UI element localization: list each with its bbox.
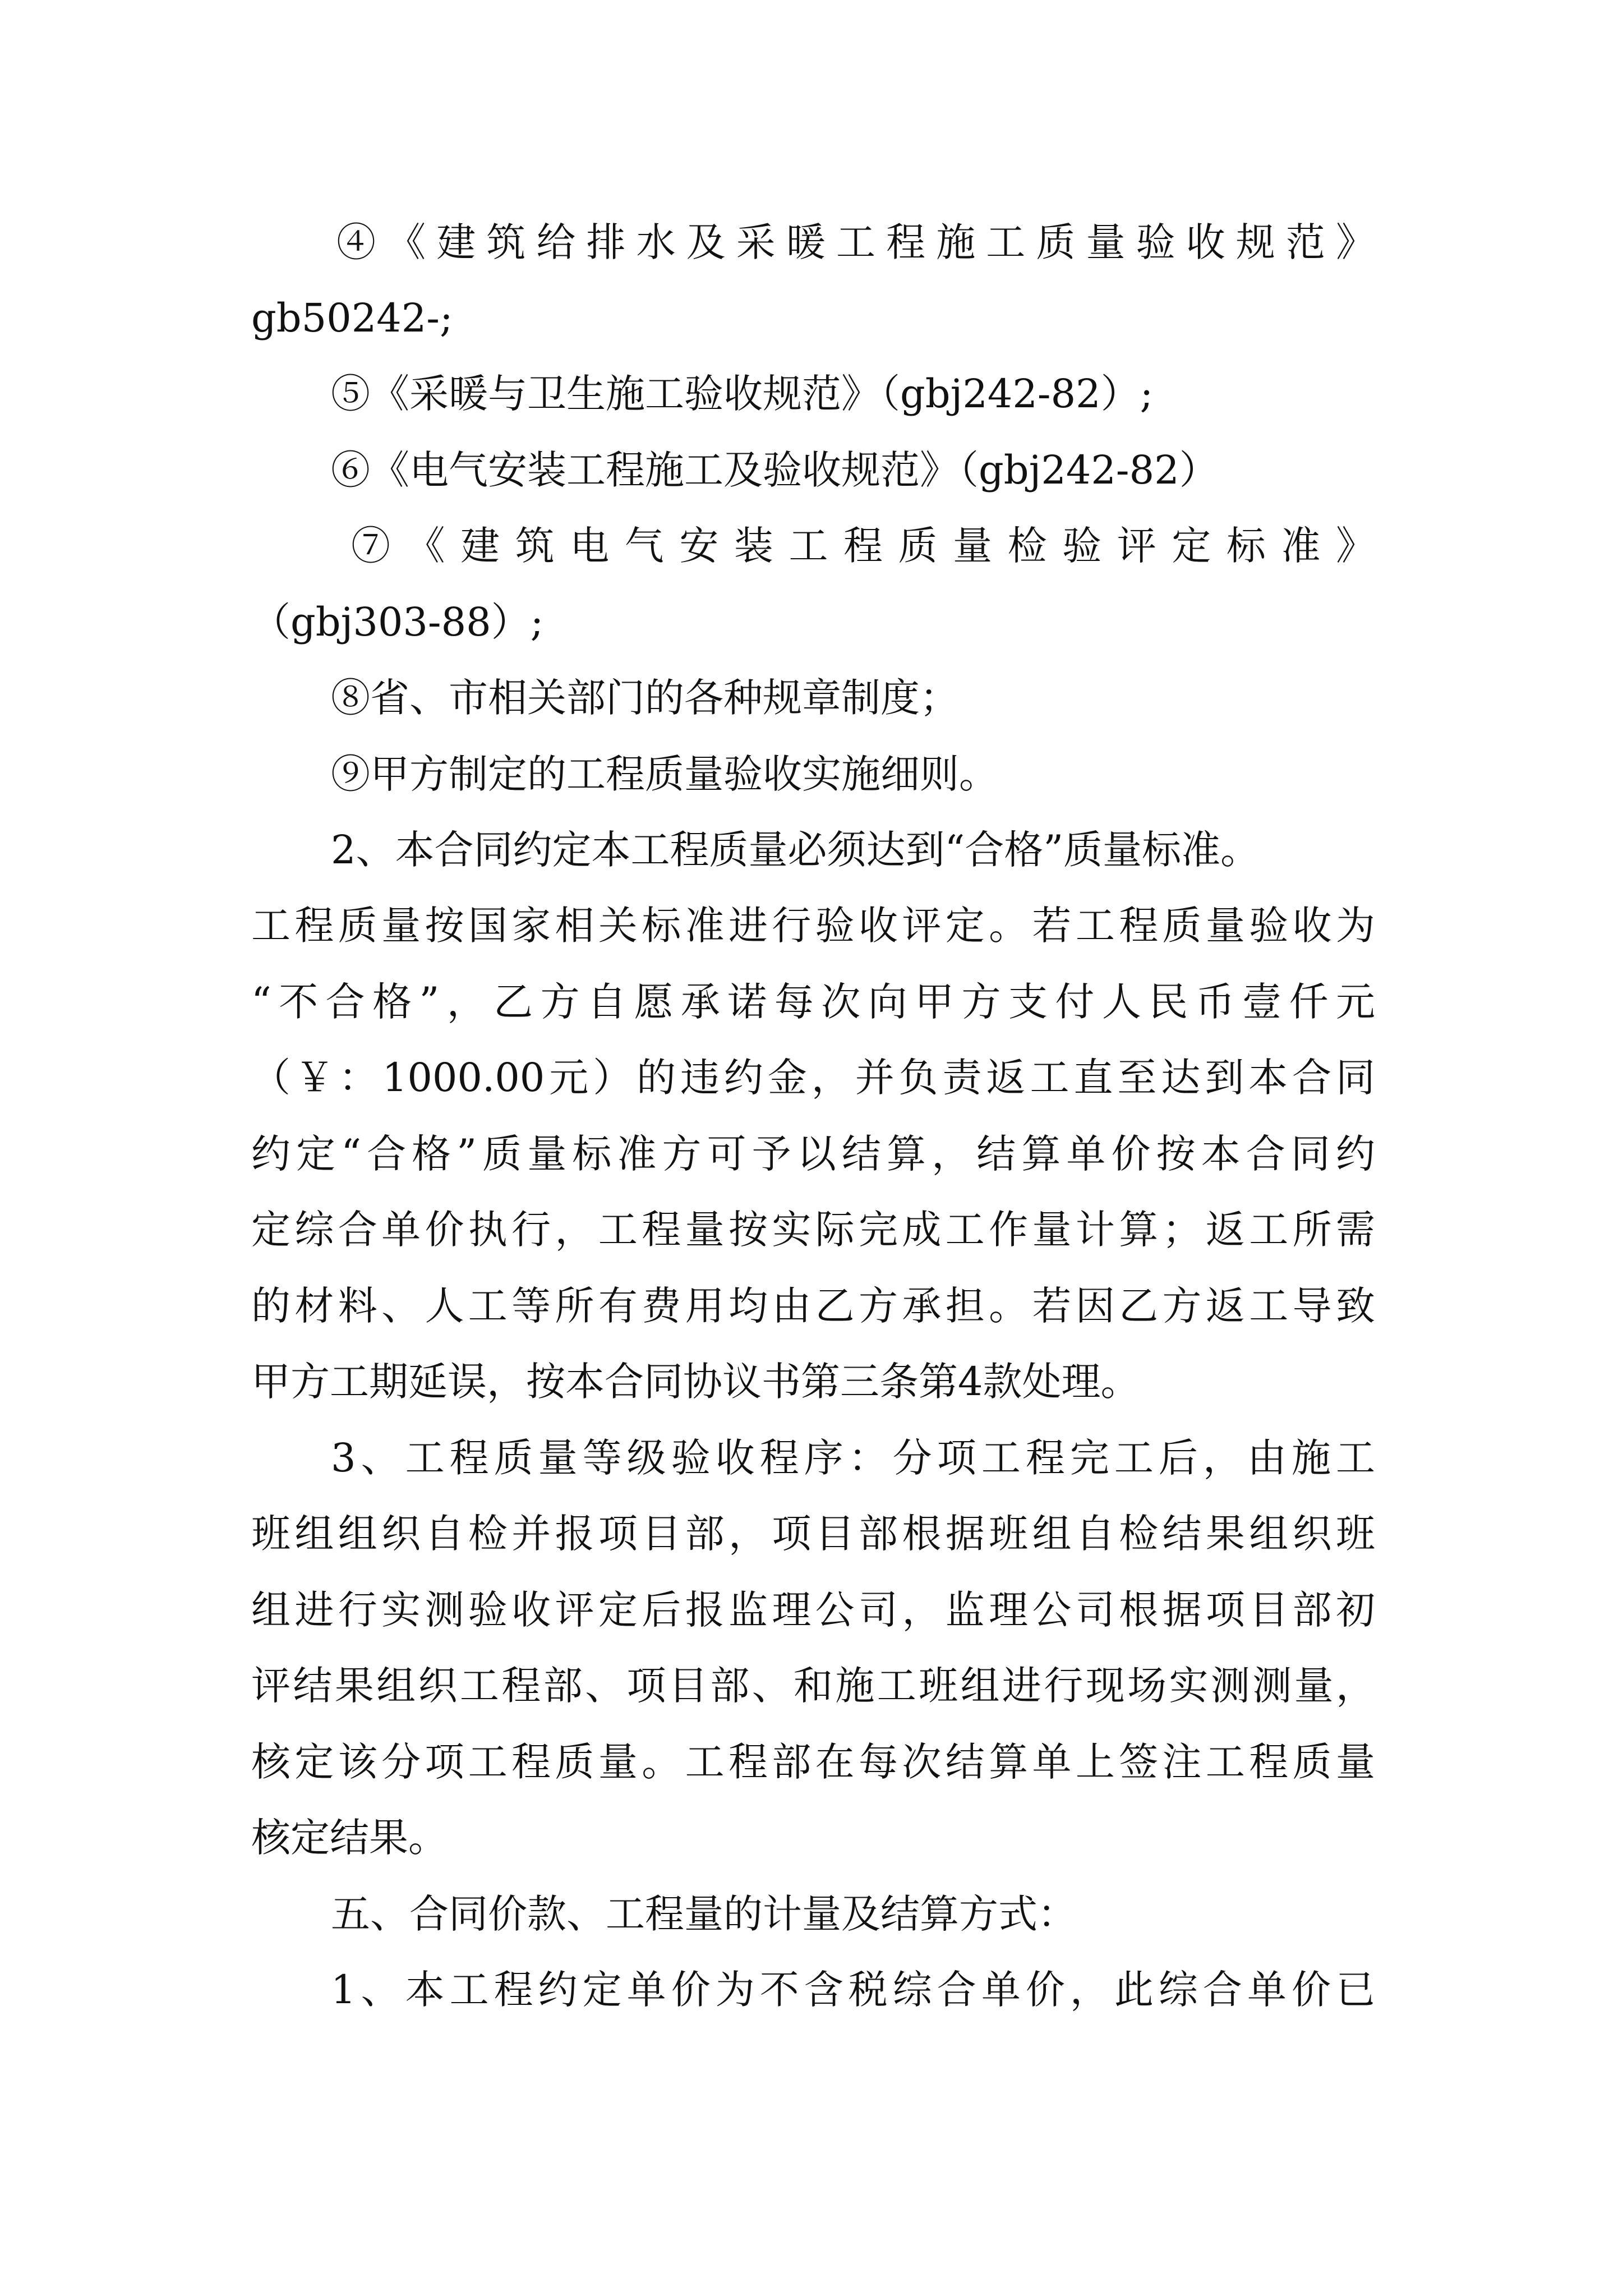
text-line-15: 的材料、人工等所有费用均由乙方承担。若因乙方返工导致 <box>251 1283 1375 1329</box>
text-line-22: 核定结果。 <box>251 1815 448 1861</box>
text-line-21: 核定该分项工程质量。工程部在每次结算单上签注工程质量 <box>251 1739 1375 1785</box>
text-line-4: ⑥《电气安装工程施工及验收规范》（gbj242-82） <box>331 447 1219 493</box>
text-line-6: （gbj303-88）; <box>251 599 544 645</box>
text-line-10: 工程质量按国家相关标准进行验收评定。若工程质量验收为 <box>251 903 1375 949</box>
text-line-1: ④《建筑给排水及采暖工程施工质量验收规范》 <box>336 219 1375 265</box>
text-line-8: ⑨甲方制定的工程质量验收实施细则。 <box>331 751 998 797</box>
text-line-16: 甲方工期延误，按本合同协议书第三条第4款处理。 <box>251 1359 1140 1405</box>
text-line-19: 组进行实测验收评定后报监理公司，监理公司根据项目部初 <box>251 1587 1375 1633</box>
text-line-12: （￥：1000.00元）的违约金，并负责返工直至达到本合同 <box>251 1055 1375 1101</box>
text-line-14: 定综合单价执行，工程量按实际完成工作量计算；返工所需 <box>251 1207 1375 1253</box>
text-line-3: ⑤《采暖与卫生施工验收规范》（gbj242-82）; <box>331 371 1154 417</box>
text-line-7: ⑧省、市相关部门的各种规章制度； <box>331 675 959 721</box>
text-line-20: 评结果组织工程部、项目部、和施工班组进行现场实测测量， <box>251 1663 1375 1709</box>
text-line-9: 2、本合同约定本工程质量必须达到“合格”质量标准。 <box>331 827 1260 873</box>
text-line-5: ⑦《建筑电气安装工程质量检验评定标准》 <box>351 523 1375 569</box>
text-line-23: 五、合同价款、工程量的计量及结算方式： <box>331 1891 1077 1937</box>
text-line-13: 约定“合格”质量标准方可予以结算，结算单价按本合同约 <box>251 1131 1375 1177</box>
text-line-11: “不合格”，乙方自愿承诺每次向甲方支付人民币壹仟元 <box>251 979 1375 1025</box>
text-line-2: gb50242-; <box>251 295 453 341</box>
text-line-18: 班组组织自检并报项目部，项目部根据班组自检结果组织班 <box>251 1511 1375 1557</box>
text-line-17: 3、工程质量等级验收程序：分项工程完工后，由施工 <box>331 1435 1375 1481</box>
text-line-24: 1、本工程约定单价为不含税综合单价，此综合单价已 <box>331 1967 1375 2013</box>
